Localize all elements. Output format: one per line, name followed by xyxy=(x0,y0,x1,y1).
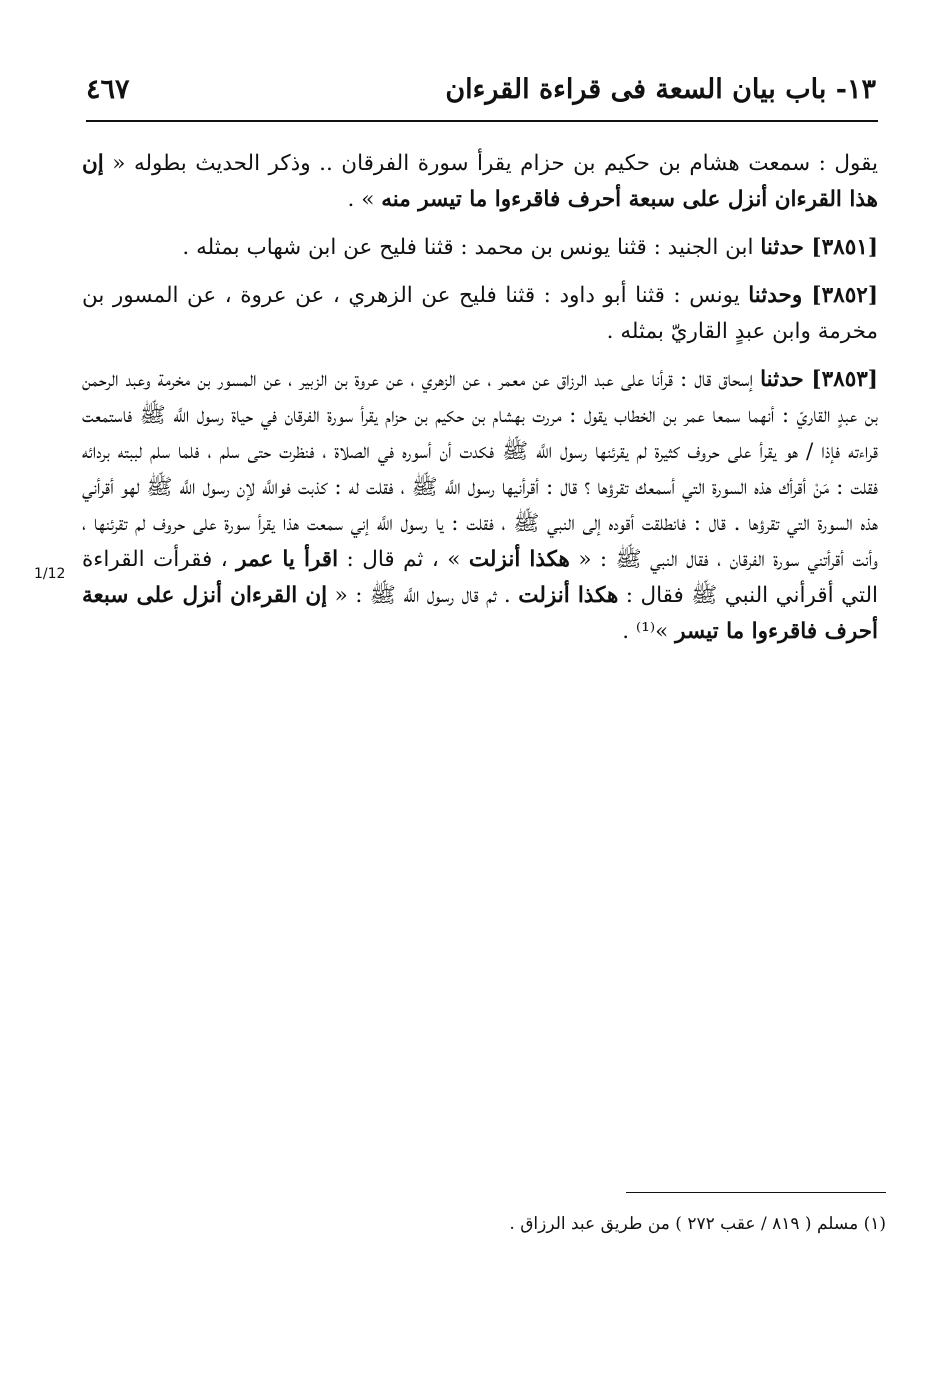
chapter-title: ١٣- باب بيان السعة فى قراءة القرءان xyxy=(445,74,876,105)
footnote-divider xyxy=(626,1192,886,1193)
hadith-number: [٣٨٥٣] xyxy=(803,367,878,392)
margin-reference: 1/12 xyxy=(34,566,66,582)
hadith-3853: [٣٨٥٣] حدثنا إسحاق قال : قرأنا على عبد الرزاق عن معمر ، عن الزهري ، عن عروة بن الزبير ، عن المسور بن مخرمة وعبد الرحمن بن عبدٍ القاريّ : أنهما سمعا عمر بن الخطاب يقول : مررت بهشام بن حكيم بن حزام يقرأ سورة الفرقان في حياة رسول اللَّه ﷺ فاستمعت قراءته فإذا / هو يقرأ على حروف كثيرة لم يقرئنها رسول اللَّه ﷺ فكدت أن أسوره في الصلاة ، فنظرت حتى سلم ، فلما سلم لببته بردائه فقلت : مَنْ أقرأك هذه السورة التي أسمعك تقرؤها ؟ قال : أقرأنيها رسول اللَّه ﷺ ، فقلت له : كذبت فواللَّه لإن رسول اللَّه ﷺ لهو أقرأني هذه السورة التي تقرؤها . قال : فانطلقت أقوده إلى النبي ﷺ ، فقلت : يا رسول اللَّه إني سمعت هذا يقرأ سورة على حروف لم تقرئنها ، وأنت أقرأتني سورة الفرقان ، فقال النبي ﷺ : « هكذا أنزلت » ، ثم قال : اقرأ يا عمر ، فقرأت القراءة التي أقرأني النبي ﷺ فقال : هكذا أنزلت . ثم قال رسول اللَّه ﷺ : « إن القرءان أنزل على سبعة أحرف فاقرءوا ما تيسر »⁽¹⁾ . xyxy=(82,367,879,644)
paragraph-intro: يقول : سمعت هشام بن حكيم بن حزام يقرأ سورة الفرقان .. وذكر الحديث بطوله « إن هذا القرءان أنزل على سبعة أحرف فاقرءوا ما تيسر منه » . xyxy=(82,151,878,212)
hadith-number: [٣٨٥١] xyxy=(803,235,878,260)
main-text xyxy=(82,146,878,650)
hadith-3851: [٣٨٥١] حدثنا ابن الجنيد : قثنا يونس بن محمد : قثنا فليح عن ابن شهاب بمثله . xyxy=(182,235,878,260)
hadith-number: [٣٨٥٢] xyxy=(802,283,878,308)
header-divider xyxy=(86,120,878,122)
footnote: (١) مسلم ( ٨١٩ / عقب ٢٧٢ ) من طريق عبد الرزاق . xyxy=(509,1214,886,1234)
hadith-3852: [٣٨٥٢] وحدثنا يونس : قثنا أبو داود : قثنا فليح عن الزهري ، عن عروة ، عن المسور بن مخرمة وابن عبدٍ القاريّ بمثله . xyxy=(82,283,878,344)
page-number: ٤٦٧ xyxy=(86,74,130,105)
page-header xyxy=(86,66,876,116)
